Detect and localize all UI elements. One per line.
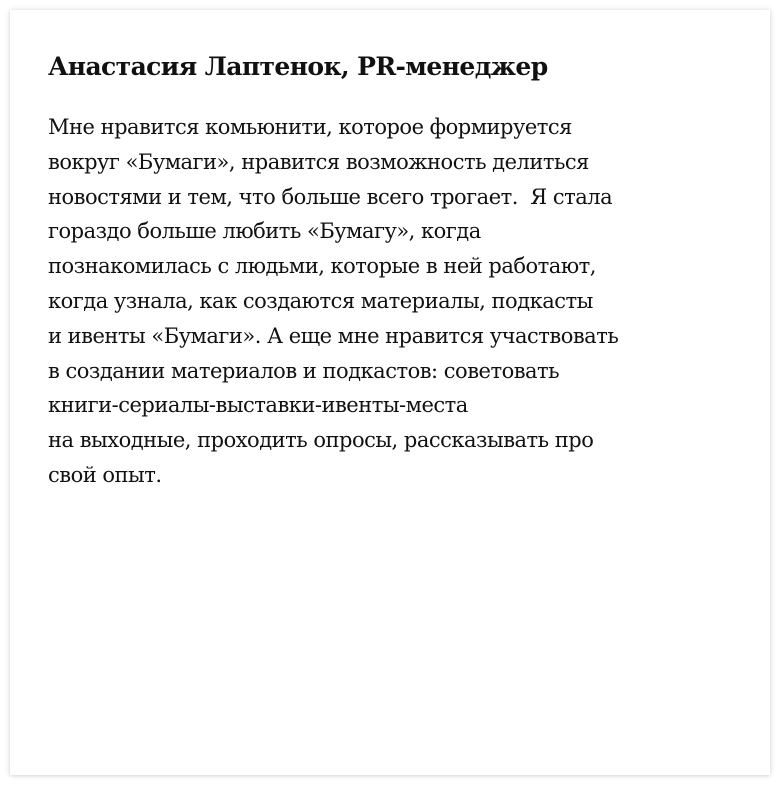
testimonial-card — [10, 10, 770, 775]
testimonial-text-line: новостями и тем, что больше всего трогает. Я стала — [48, 184, 613, 209]
testimonial-text-line: на выходные, проходить опросы, рассказывать про — [48, 428, 594, 453]
testimonial-text-line: Мне нравится комьюнити, которое формируется — [48, 115, 572, 139]
testimonial-author-title: Анастасия Лаптенок, PR-менеджер — [48, 52, 548, 81]
testimonial-text-line: книги-сериалы-выставки-ивенты-места — [48, 393, 468, 418]
testimonial-text-line: когда узнала, как создаются материалы, подкасты — [48, 288, 593, 313]
testimonial-text-line: познакомилась с людьми, которые в ней работают, — [48, 254, 596, 279]
testimonial-text — [48, 110, 728, 493]
testimonial-text-line: гораздо больше любить «Бумагу», когда — [48, 219, 481, 244]
testimonial-text-line: свой опыт. — [48, 462, 162, 487]
testimonial-text-line: и ивенты «Бумаги». А еще мне нравится участвовать — [48, 323, 619, 348]
testimonial-text-line: в создании материалов и подкастов: советовать — [48, 358, 560, 383]
testimonial-text-line: вокруг «Бумаги», нравится возможность делиться — [48, 149, 589, 174]
